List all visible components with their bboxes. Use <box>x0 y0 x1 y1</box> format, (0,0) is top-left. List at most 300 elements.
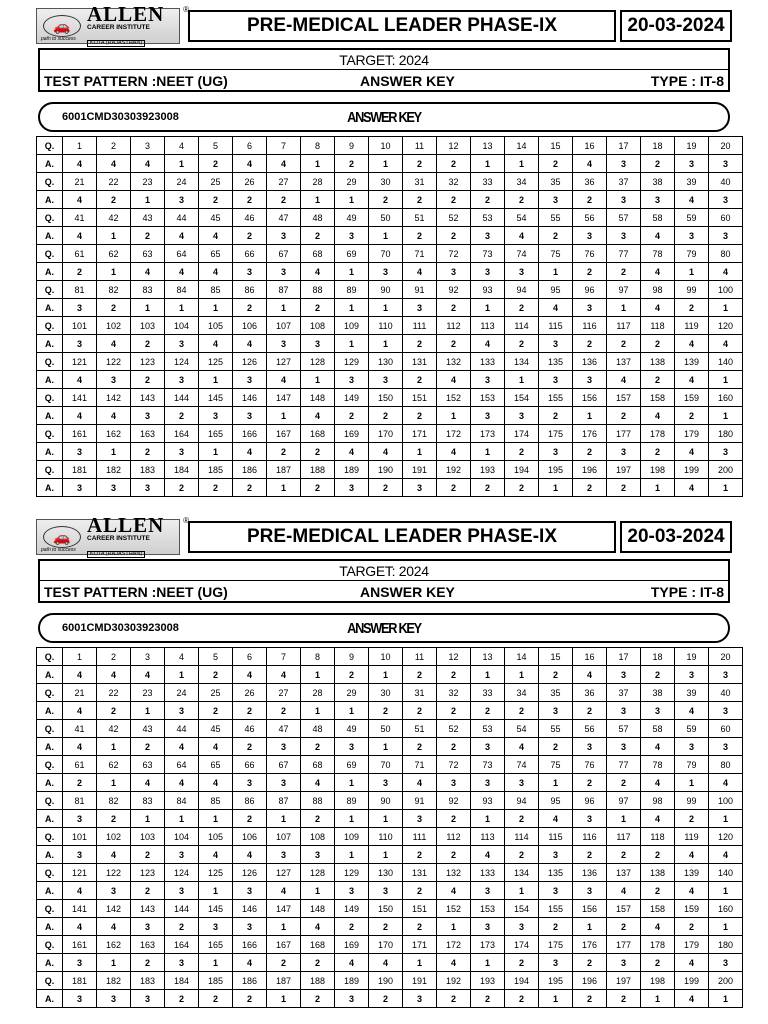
question-number: 11 <box>403 137 437 155</box>
question-number: 83 <box>131 792 165 810</box>
question-number: 194 <box>505 972 539 990</box>
question-number: 5 <box>199 137 233 155</box>
answer-row <box>37 774 743 792</box>
question-number: 10 <box>369 648 403 666</box>
question-number: 60 <box>709 720 743 738</box>
answer-cell: 4 <box>63 738 97 756</box>
answer-cell: 3 <box>165 335 199 353</box>
answer-cell: 2 <box>403 882 437 900</box>
answer-label: A. <box>37 263 63 281</box>
question-number: 108 <box>301 317 335 335</box>
answer-cell: 3 <box>165 954 199 972</box>
question-number: 11 <box>403 648 437 666</box>
question-number: 49 <box>335 209 369 227</box>
answer-cell: 3 <box>573 738 607 756</box>
question-label: Q. <box>37 137 63 155</box>
answer-label: A. <box>37 738 63 756</box>
question-number: 138 <box>641 353 675 371</box>
answer-cell: 2 <box>403 702 437 720</box>
answer-cell: 3 <box>63 810 97 828</box>
question-number: 1 <box>63 137 97 155</box>
answer-cell: 3 <box>267 738 301 756</box>
question-number: 133 <box>471 864 505 882</box>
answer-cell: 1 <box>573 918 607 936</box>
answer-cell: 2 <box>267 443 301 461</box>
answer-cell: 4 <box>505 738 539 756</box>
answer-cell: 1 <box>403 443 437 461</box>
answer-cell: 2 <box>675 407 709 425</box>
question-number: 169 <box>335 936 369 954</box>
question-number: 37 <box>607 684 641 702</box>
answer-cell: 1 <box>675 774 709 792</box>
question-number: 12 <box>437 137 471 155</box>
answer-cell: 3 <box>709 443 743 461</box>
answer-cell: 2 <box>267 702 301 720</box>
question-number: 39 <box>675 173 709 191</box>
institute-name: CAREER INSTITUTE <box>87 535 150 543</box>
question-number: 156 <box>573 389 607 407</box>
answer-cell: 4 <box>641 299 675 317</box>
question-number: 166 <box>233 425 267 443</box>
question-number: 8 <box>301 648 335 666</box>
question-number: 100 <box>709 281 743 299</box>
question-number: 41 <box>63 720 97 738</box>
answer-cell: 2 <box>335 666 369 684</box>
question-number: 82 <box>97 792 131 810</box>
answer-cell: 3 <box>539 882 573 900</box>
question-number: 99 <box>675 792 709 810</box>
question-number: 97 <box>607 281 641 299</box>
answer-cell: 3 <box>675 227 709 245</box>
answer-cell: 2 <box>437 846 471 864</box>
question-number: 14 <box>505 137 539 155</box>
answer-cell: 1 <box>369 155 403 173</box>
question-number: 160 <box>709 389 743 407</box>
answer-row <box>37 918 743 936</box>
answer-cell: 4 <box>641 918 675 936</box>
answer-cell: 4 <box>505 227 539 245</box>
answer-cell: 1 <box>199 443 233 461</box>
question-number: 118 <box>641 828 675 846</box>
answer-cell: 1 <box>539 774 573 792</box>
question-number: 102 <box>97 317 131 335</box>
answer-cell: 2 <box>607 263 641 281</box>
answer-cell: 1 <box>505 155 539 173</box>
question-number: 144 <box>165 900 199 918</box>
question-number: 50 <box>369 209 403 227</box>
question-number: 73 <box>471 756 505 774</box>
answer-cell: 4 <box>63 371 97 389</box>
answer-cell: 3 <box>97 990 131 1008</box>
answer-cell: 1 <box>199 882 233 900</box>
test-pattern-label: TEST PATTERN :NEET (UG) <box>44 73 228 89</box>
date-label: 20-03-2024 <box>620 521 732 553</box>
answer-cell: 2 <box>301 479 335 497</box>
question-number: 68 <box>301 245 335 263</box>
answer-cell: 4 <box>63 882 97 900</box>
answer-cell: 4 <box>437 371 471 389</box>
question-number: 119 <box>675 828 709 846</box>
question-number: 13 <box>471 137 505 155</box>
question-label: Q. <box>37 353 63 371</box>
answer-cell: 2 <box>539 155 573 173</box>
answer-cell: 3 <box>539 335 573 353</box>
answer-cell: 4 <box>63 407 97 425</box>
answer-cell: 4 <box>641 810 675 828</box>
question-label: Q. <box>37 317 63 335</box>
answer-cell: 3 <box>131 918 165 936</box>
question-number: 75 <box>539 245 573 263</box>
answer-label: A. <box>37 227 63 245</box>
question-number: 23 <box>131 173 165 191</box>
answer-cell: 3 <box>131 407 165 425</box>
answer-cell: 3 <box>607 666 641 684</box>
question-number: 132 <box>437 353 471 371</box>
page-title: PRE-MEDICAL LEADER PHASE-IX <box>188 10 616 42</box>
answer-cell: 2 <box>607 918 641 936</box>
question-number: 79 <box>675 245 709 263</box>
question-number: 180 <box>709 425 743 443</box>
question-number: 110 <box>369 317 403 335</box>
question-number: 80 <box>709 756 743 774</box>
answer-cell: 3 <box>607 227 641 245</box>
answer-cell: 2 <box>233 990 267 1008</box>
question-number: 6 <box>233 137 267 155</box>
question-number: 98 <box>641 281 675 299</box>
answer-cell: 3 <box>641 191 675 209</box>
brand-name: ALLEN <box>87 2 165 27</box>
answer-cell: 3 <box>709 155 743 173</box>
answer-cell: 2 <box>199 479 233 497</box>
question-number: 90 <box>369 281 403 299</box>
answer-row <box>37 371 743 389</box>
question-number: 78 <box>641 756 675 774</box>
question-number: 135 <box>539 353 573 371</box>
answer-cell: 2 <box>437 479 471 497</box>
answer-cell: 2 <box>641 882 675 900</box>
answer-cell: 2 <box>675 299 709 317</box>
question-number: 146 <box>233 900 267 918</box>
question-number: 127 <box>267 353 301 371</box>
answer-label: A. <box>37 990 63 1008</box>
answer-cell: 2 <box>301 810 335 828</box>
question-number: 88 <box>301 281 335 299</box>
answer-cell: 3 <box>709 954 743 972</box>
question-number: 58 <box>641 209 675 227</box>
question-number: 132 <box>437 864 471 882</box>
answer-key-label: ANSWER KEY <box>360 73 455 89</box>
answer-cell: 1 <box>369 227 403 245</box>
answer-cell: 4 <box>675 191 709 209</box>
question-number: 173 <box>471 425 505 443</box>
answer-cell: 2 <box>165 918 199 936</box>
question-number: 62 <box>97 245 131 263</box>
answer-cell: 2 <box>369 702 403 720</box>
question-row <box>37 353 743 371</box>
question-number: 84 <box>165 281 199 299</box>
question-number: 139 <box>675 864 709 882</box>
answer-cell: 2 <box>437 335 471 353</box>
answer-cell: 3 <box>267 335 301 353</box>
answer-cell: 3 <box>709 227 743 245</box>
answer-cell: 2 <box>573 335 607 353</box>
answer-cell: 4 <box>63 666 97 684</box>
question-number: 193 <box>471 461 505 479</box>
target-box <box>38 559 730 603</box>
question-number: 42 <box>97 209 131 227</box>
question-number: 103 <box>131 317 165 335</box>
question-label: Q. <box>37 684 63 702</box>
answer-cell: 4 <box>709 335 743 353</box>
answer-cell: 1 <box>267 918 301 936</box>
question-number: 117 <box>607 828 641 846</box>
question-number: 148 <box>301 900 335 918</box>
question-number: 154 <box>505 900 539 918</box>
question-number: 95 <box>539 792 573 810</box>
question-number: 66 <box>233 756 267 774</box>
answer-cell: 2 <box>233 479 267 497</box>
question-number: 168 <box>301 936 335 954</box>
question-number: 85 <box>199 281 233 299</box>
question-number: 38 <box>641 684 675 702</box>
answer-cell: 1 <box>267 407 301 425</box>
answer-cell: 2 <box>369 990 403 1008</box>
question-number: 200 <box>709 461 743 479</box>
answer-cell: 1 <box>335 702 369 720</box>
answer-cell: 2 <box>539 738 573 756</box>
answer-key-sheet-1 <box>0 2 768 512</box>
answer-cell: 4 <box>233 666 267 684</box>
answer-cell: 1 <box>709 918 743 936</box>
question-number: 150 <box>369 389 403 407</box>
question-number: 177 <box>607 425 641 443</box>
question-number: 147 <box>267 389 301 407</box>
question-number: 37 <box>607 173 641 191</box>
test-pattern-label: TEST PATTERN :NEET (UG) <box>44 584 228 600</box>
question-number: 20 <box>709 648 743 666</box>
question-number: 73 <box>471 245 505 263</box>
answer-cell: 1 <box>131 299 165 317</box>
question-number: 18 <box>641 137 675 155</box>
answer-cell: 4 <box>675 371 709 389</box>
question-number: 107 <box>267 317 301 335</box>
question-number: 71 <box>403 756 437 774</box>
answer-cell: 1 <box>709 371 743 389</box>
answer-cell: 4 <box>403 774 437 792</box>
question-number: 52 <box>437 720 471 738</box>
answer-cell: 3 <box>165 702 199 720</box>
question-number: 91 <box>403 281 437 299</box>
answer-cell: 2 <box>335 407 369 425</box>
question-number: 33 <box>471 173 505 191</box>
answer-cell: 3 <box>131 479 165 497</box>
answer-cell: 4 <box>233 954 267 972</box>
question-number: 124 <box>165 353 199 371</box>
question-number: 133 <box>471 353 505 371</box>
question-label: Q. <box>37 900 63 918</box>
question-number: 111 <box>403 317 437 335</box>
question-label: Q. <box>37 720 63 738</box>
question-number: 22 <box>97 684 131 702</box>
answer-label: A. <box>37 299 63 317</box>
answer-cell: 2 <box>607 407 641 425</box>
answer-cell: 4 <box>63 918 97 936</box>
question-number: 196 <box>573 461 607 479</box>
answer-row <box>37 846 743 864</box>
question-number: 149 <box>335 900 369 918</box>
answer-cell: 3 <box>267 227 301 245</box>
question-number: 3 <box>131 648 165 666</box>
answer-cell: 1 <box>267 479 301 497</box>
question-number: 3 <box>131 137 165 155</box>
question-number: 182 <box>97 972 131 990</box>
question-number: 106 <box>233 828 267 846</box>
question-number: 179 <box>675 936 709 954</box>
answer-cell: 3 <box>63 299 97 317</box>
answer-cell: 2 <box>437 702 471 720</box>
question-number: 12 <box>437 648 471 666</box>
answer-cell: 2 <box>301 738 335 756</box>
answer-cell: 1 <box>97 774 131 792</box>
answer-cell: 1 <box>709 299 743 317</box>
answer-cell: 4 <box>97 155 131 173</box>
answer-cell: 2 <box>233 227 267 245</box>
question-number: 40 <box>709 684 743 702</box>
question-number: 145 <box>199 900 233 918</box>
question-number: 47 <box>267 720 301 738</box>
question-number: 104 <box>165 828 199 846</box>
question-number: 172 <box>437 425 471 443</box>
question-number: 5 <box>199 648 233 666</box>
answer-label: A. <box>37 335 63 353</box>
answer-cell: 2 <box>369 407 403 425</box>
answer-cell: 4 <box>97 846 131 864</box>
question-label: Q. <box>37 209 63 227</box>
answer-cell: 3 <box>471 882 505 900</box>
question-number: 170 <box>369 425 403 443</box>
question-number: 67 <box>267 756 301 774</box>
answer-cell: 3 <box>165 191 199 209</box>
question-number: 181 <box>63 972 97 990</box>
answer-cell: 4 <box>641 407 675 425</box>
answer-cell: 3 <box>165 371 199 389</box>
answer-cell: 3 <box>267 846 301 864</box>
question-number: 111 <box>403 828 437 846</box>
answer-cell: 2 <box>199 191 233 209</box>
answer-cell: 3 <box>369 882 403 900</box>
question-number: 24 <box>165 684 199 702</box>
answer-cell: 2 <box>573 990 607 1008</box>
answer-cell: 1 <box>301 882 335 900</box>
answer-cell: 3 <box>165 882 199 900</box>
question-number: 72 <box>437 756 471 774</box>
question-number: 93 <box>471 281 505 299</box>
answer-cell: 4 <box>403 263 437 281</box>
answer-label: A. <box>37 954 63 972</box>
question-number: 134 <box>505 353 539 371</box>
question-number: 160 <box>709 900 743 918</box>
question-number: 94 <box>505 792 539 810</box>
answer-row <box>37 443 743 461</box>
answer-cell: 3 <box>369 263 403 281</box>
target-box <box>38 48 730 92</box>
answer-cell: 2 <box>641 954 675 972</box>
question-number: 153 <box>471 900 505 918</box>
question-number: 199 <box>675 972 709 990</box>
question-number: 122 <box>97 864 131 882</box>
question-number: 79 <box>675 756 709 774</box>
question-number: 191 <box>403 972 437 990</box>
answer-cell: 3 <box>165 443 199 461</box>
question-number: 31 <box>403 173 437 191</box>
answer-cell: 1 <box>267 990 301 1008</box>
answer-cell: 2 <box>301 954 335 972</box>
answer-row <box>37 810 743 828</box>
car-emblem-icon: 🚗 <box>43 15 81 37</box>
answer-cell: 4 <box>471 335 505 353</box>
question-row <box>37 648 743 666</box>
question-number: 59 <box>675 209 709 227</box>
question-number: 105 <box>199 317 233 335</box>
answer-cell: 1 <box>335 299 369 317</box>
question-number: 195 <box>539 461 573 479</box>
question-number: 188 <box>301 972 335 990</box>
answer-cell: 1 <box>369 738 403 756</box>
question-number: 158 <box>641 389 675 407</box>
question-number: 99 <box>675 281 709 299</box>
page-title: PRE-MEDICAL LEADER PHASE-IX <box>188 521 616 553</box>
question-number: 194 <box>505 461 539 479</box>
answer-cell: 3 <box>675 155 709 173</box>
answer-cell: 1 <box>301 371 335 389</box>
answer-cell: 2 <box>301 443 335 461</box>
answer-cell: 3 <box>675 666 709 684</box>
answer-cell: 3 <box>63 443 97 461</box>
question-number: 47 <box>267 209 301 227</box>
answer-cell: 1 <box>607 810 641 828</box>
answer-cell: 1 <box>199 954 233 972</box>
question-number: 163 <box>131 936 165 954</box>
question-number: 1 <box>63 648 97 666</box>
question-number: 10 <box>369 137 403 155</box>
answer-cell: 1 <box>165 666 199 684</box>
question-number: 17 <box>607 648 641 666</box>
question-number: 136 <box>573 864 607 882</box>
question-number: 34 <box>505 684 539 702</box>
question-number: 7 <box>267 137 301 155</box>
question-number: 19 <box>675 137 709 155</box>
question-row <box>37 317 743 335</box>
question-number: 69 <box>335 756 369 774</box>
question-number: 172 <box>437 936 471 954</box>
answer-cell: 3 <box>539 846 573 864</box>
question-number: 198 <box>641 972 675 990</box>
answer-cell: 3 <box>505 407 539 425</box>
question-number: 29 <box>335 173 369 191</box>
answer-cell: 2 <box>607 335 641 353</box>
question-number: 183 <box>131 461 165 479</box>
question-number: 78 <box>641 245 675 263</box>
answer-label: A. <box>37 479 63 497</box>
answer-cell: 2 <box>369 191 403 209</box>
answer-cell: 3 <box>641 702 675 720</box>
question-number: 100 <box>709 792 743 810</box>
question-number: 8 <box>301 137 335 155</box>
question-number: 115 <box>539 317 573 335</box>
question-number: 2 <box>97 137 131 155</box>
question-number: 121 <box>63 353 97 371</box>
question-number: 164 <box>165 936 199 954</box>
